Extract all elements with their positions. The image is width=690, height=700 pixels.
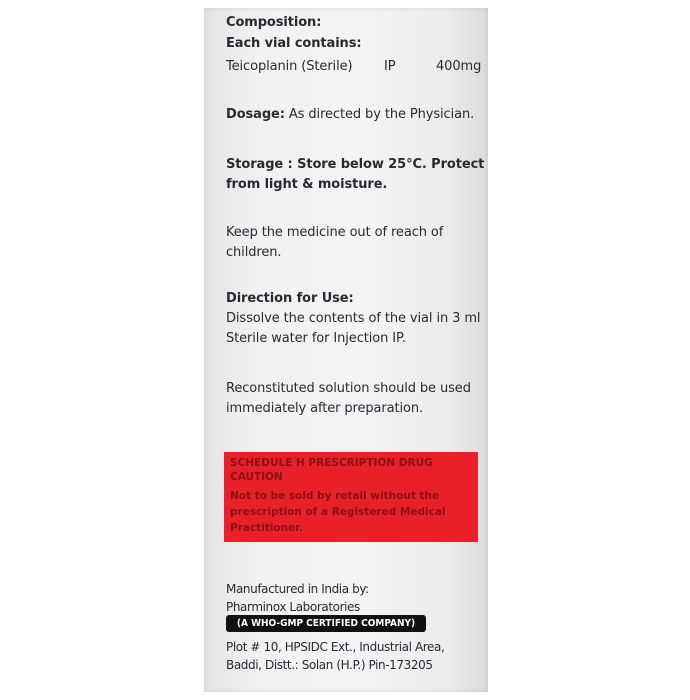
- schedule-h-caution-box: [224, 452, 478, 542]
- reconstitution-line-2: immediately after preparation.: [226, 401, 424, 416]
- storage-line-1: Storage : Store below 25°C. Protect: [226, 157, 485, 172]
- composition-heading: Composition:: [226, 15, 322, 30]
- who-gmp-certified-badge: (A WHO-GMP CERTIFIED COMPANY): [226, 615, 426, 632]
- reconstitution-line-1: Reconstituted solution should be used: [226, 381, 471, 396]
- direction-heading: Direction for Use:: [226, 291, 354, 306]
- dosage-line: [226, 106, 474, 124]
- manufactured-in-line: Manufactured in India by:: [226, 582, 369, 596]
- manufacturer-address-2: Baddi, Distt.: Solan (H.P.) Pin-173205: [226, 658, 433, 672]
- dosage-text: As directed by the Physician.: [288, 107, 475, 122]
- storage-line-2: from light & moisture.: [226, 177, 388, 192]
- keep-away-line-2: children.: [226, 245, 282, 260]
- ingredient-standard: IP: [384, 59, 396, 74]
- ingredient-name: Teicoplanin (Sterile): [226, 59, 353, 74]
- caution-line-2: CAUTION: [230, 471, 283, 483]
- dosage-label: Dosage:: [226, 107, 285, 122]
- caution-line-5: Practitioner.: [230, 522, 303, 534]
- vial-contents-line: Each vial contains:: [226, 36, 362, 51]
- caution-line-1: SCHEDULE H PRESCRIPTION DRUG: [230, 457, 433, 469]
- manufacturer-company: Pharminox Laboratories: [226, 600, 360, 614]
- direction-line-1: Dissolve the contents of the vial in 3 ml: [226, 311, 481, 326]
- caution-line-3: Not to be sold by retail without the: [230, 490, 440, 502]
- medicine-carton-panel: [204, 8, 488, 692]
- direction-line-2: Sterile water for Injection IP.: [226, 331, 406, 346]
- caution-line-4: prescription of a Registered Medical: [230, 506, 446, 518]
- ingredient-strength: 400mg: [436, 59, 482, 74]
- keep-away-line-1: Keep the medicine out of reach of: [226, 225, 444, 240]
- manufacturer-address-1: Plot # 10, HPSIDC Ext., Industrial Area,: [226, 640, 445, 654]
